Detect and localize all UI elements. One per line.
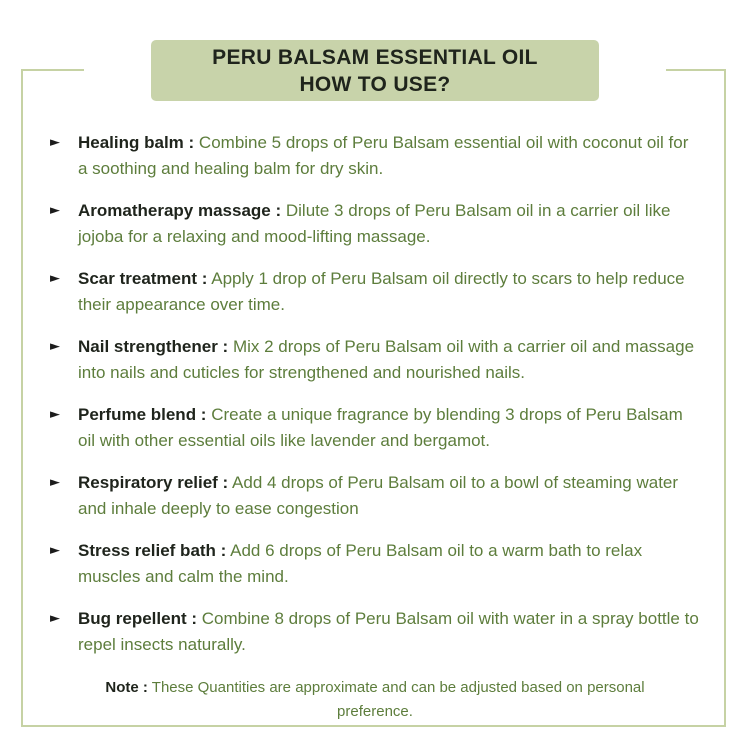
note xyxy=(95,676,655,724)
arrow-bullet-icon: ► xyxy=(50,271,60,286)
item-text xyxy=(78,130,702,182)
item-description: Add 4 drops of Peru Balsam oil to a bowl of steaming water and inhale deeply to ease congestion xyxy=(78,473,679,518)
item-label: Scar treatment : xyxy=(78,269,208,288)
note-text: These Quantities are approximate and can be adjusted based on personal preference. xyxy=(151,679,645,720)
item-description: Create a unique fragrance by blending 3 drops of Peru Balsam oil with other essential oils like lavender and bergamot. xyxy=(78,405,683,450)
item-label: Nail strengthener : xyxy=(78,337,229,356)
item-description: Combine 8 drops of Peru Balsam oil with water in a spray bottle to repel insects naturally. xyxy=(78,609,699,654)
item-label: Stress relief bath : xyxy=(78,541,227,560)
list-item xyxy=(50,538,702,590)
arrow-bullet-icon: ► xyxy=(50,203,60,218)
list-item xyxy=(50,130,702,182)
arrow-bullet-icon: ► xyxy=(50,135,60,150)
item-label: Aromatherapy massage : xyxy=(78,201,282,220)
header-title-box xyxy=(151,40,599,101)
item-text xyxy=(78,334,702,386)
item-label: Healing balm : xyxy=(78,133,195,152)
list-item xyxy=(50,334,702,386)
item-text xyxy=(78,470,702,522)
item-label: Respiratory relief : xyxy=(78,473,229,492)
item-description: Add 6 drops of Peru Balsam oil to a warm bath to relax muscles and calm the mind. xyxy=(78,541,643,586)
note-label: Note : xyxy=(105,679,148,696)
header-title-line1: PERU BALSAM ESSENTIAL OIL xyxy=(212,45,538,69)
item-description: Mix 2 drops of Peru Balsam oil with a carrier oil and massage into nails and cuticles for strengthened and nourished nails. xyxy=(78,337,695,382)
item-text xyxy=(78,402,702,454)
item-description: Apply 1 drop of Peru Balsam oil directly to scars to help reduce their appearance over time. xyxy=(78,269,685,314)
usage-list xyxy=(50,130,702,674)
item-label: Perfume blend : xyxy=(78,405,207,424)
header-title-line2: HOW TO USE? xyxy=(299,72,451,96)
item-description: Dilute 3 drops of Peru Balsam oil in a carrier oil like jojoba for a relaxing and mood-lifting massage. xyxy=(78,201,671,246)
list-item xyxy=(50,266,702,318)
item-text xyxy=(78,538,702,590)
list-item xyxy=(50,198,702,250)
item-text xyxy=(78,198,702,250)
item-text xyxy=(78,266,702,318)
list-item xyxy=(50,402,702,454)
arrow-bullet-icon: ► xyxy=(50,611,60,626)
arrow-bullet-icon: ► xyxy=(50,543,60,558)
arrow-bullet-icon: ► xyxy=(50,339,60,354)
arrow-bullet-icon: ► xyxy=(50,475,60,490)
list-item xyxy=(50,470,702,522)
arrow-bullet-icon: ► xyxy=(50,407,60,422)
item-label: Bug repellent : xyxy=(78,609,198,628)
item-text xyxy=(78,606,702,658)
item-description: Combine 5 drops of Peru Balsam essential oil with coconut oil for a soothing and healing balm for dry skin. xyxy=(78,133,689,178)
list-item xyxy=(50,606,702,658)
